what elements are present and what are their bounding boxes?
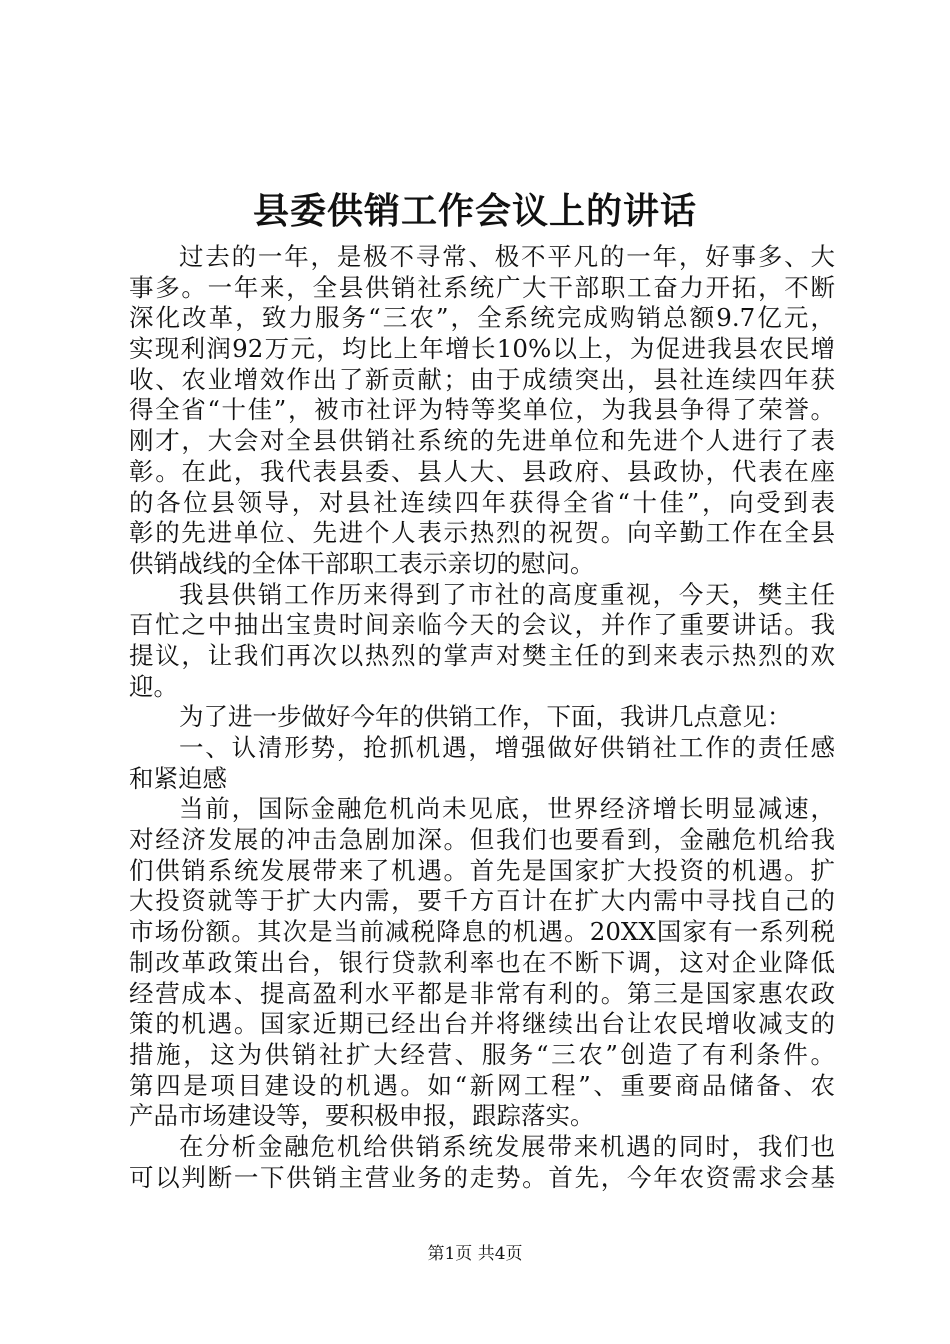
body-text-line: 彰。在此，我代表县委、县人大、县政府、县政协，代表在座	[129, 456, 835, 486]
body-text-line: 彰的先进单位、先进个人表示热烈的祝贺。向辛勤工作在全县	[129, 518, 835, 548]
body-text-line: 供销战线的全体干部职工表示亲切的慰问。	[129, 548, 595, 578]
body-text-line: 策的机遇。国家近期已经出台并将继续出台让农民增收减支的	[129, 1009, 835, 1039]
body-text-line: 市场份额。其次是当前减税降息的机遇。20XX国家有一系列税	[129, 917, 835, 947]
body-text-line: 在分析金融危机给供销系统发展带来机遇的同时，我们也	[179, 1131, 835, 1161]
body-text-line: 大投资就等于扩大内需，要千方百计在扩大内需中寻找自己的	[129, 886, 835, 916]
body-text-line: 刚才，大会对全县供销社系统的先进单位和先进个人进行了表	[129, 426, 835, 456]
document-title: 县委供销工作会议上的讲话	[252, 190, 697, 232]
body-text-line: 我县供销工作历来得到了市社的高度重视，今天，樊主任	[179, 579, 835, 609]
body-text-line: 当前，国际金融危机尚未见底，世界经济增长明显减速，	[179, 794, 835, 824]
body-text-line: 措施，这为供销社扩大经营、服务“三农”创造了有利条件。	[129, 1039, 835, 1069]
body-text-line: 得全省“十佳”，被市社评为特等奖单位，为我县争得了荣誉。	[129, 395, 835, 425]
body-text-line: 可以判断一下供销主营业务的走势。首先，今年农资需求会基	[129, 1162, 835, 1192]
body-text-line: 迎。	[129, 671, 178, 701]
document-body	[129, 242, 835, 1193]
body-text-line: 第四是项目建设的机遇。如“新网工程”、重要商品储备、农	[129, 1070, 835, 1100]
body-text-line: 收、农业增效作出了新贡献；由于成绩突出，县社连续四年获	[129, 364, 835, 394]
body-text-line: 的各位县领导，对县社连续四年获得全省“十佳”，向受到表	[129, 487, 835, 517]
body-text-line: 提议，让我们再次以热烈的掌声对樊主任的到来表示热烈的欢	[129, 640, 835, 670]
body-text-line: 实现利润92万元，均比上年增长10%以上，为促进我县农民增	[129, 334, 835, 364]
body-text-line: 经营成本、提高盈利水平都是非常有利的。第三是国家惠农政	[129, 978, 835, 1008]
body-text-line: 对经济发展的冲击急剧加深。但我们也要看到，金融危机给我	[129, 825, 835, 855]
body-text-line: 过去的一年，是极不寻常、极不平凡的一年，好事多、大	[179, 242, 835, 271]
body-text-line: 为了进一步做好今年的供销工作，下面，我讲几点意见：	[179, 702, 792, 732]
page-footer: 第1页 共4页	[427, 1244, 523, 1264]
body-text-line: 们供销系统发展带来了机遇。首先是国家扩大投资的机遇。扩	[129, 855, 835, 885]
body-text-line: 一、认清形势，抢抓机遇，增强做好供销社工作的责任感	[179, 733, 835, 762]
body-text-line: 制改革政策出台，银行贷款利率也在不断下调，这对企业降低	[129, 947, 835, 977]
body-text-line: 百忙之中抽出宝贵时间亲临今天的会议，并作了重要讲话。我	[129, 610, 835, 640]
body-text-line: 产品市场建设等，要积极申报，跟踪落实。	[129, 1101, 595, 1131]
body-text-line: 和紧迫感	[129, 763, 227, 793]
body-text-line: 深化改革，致力服务“三农”，全系统完成购销总额9.7亿元，	[129, 303, 835, 333]
body-text-line: 事多。一年来，全县供销社系统广大干部职工奋力开拓，不断	[129, 272, 835, 302]
